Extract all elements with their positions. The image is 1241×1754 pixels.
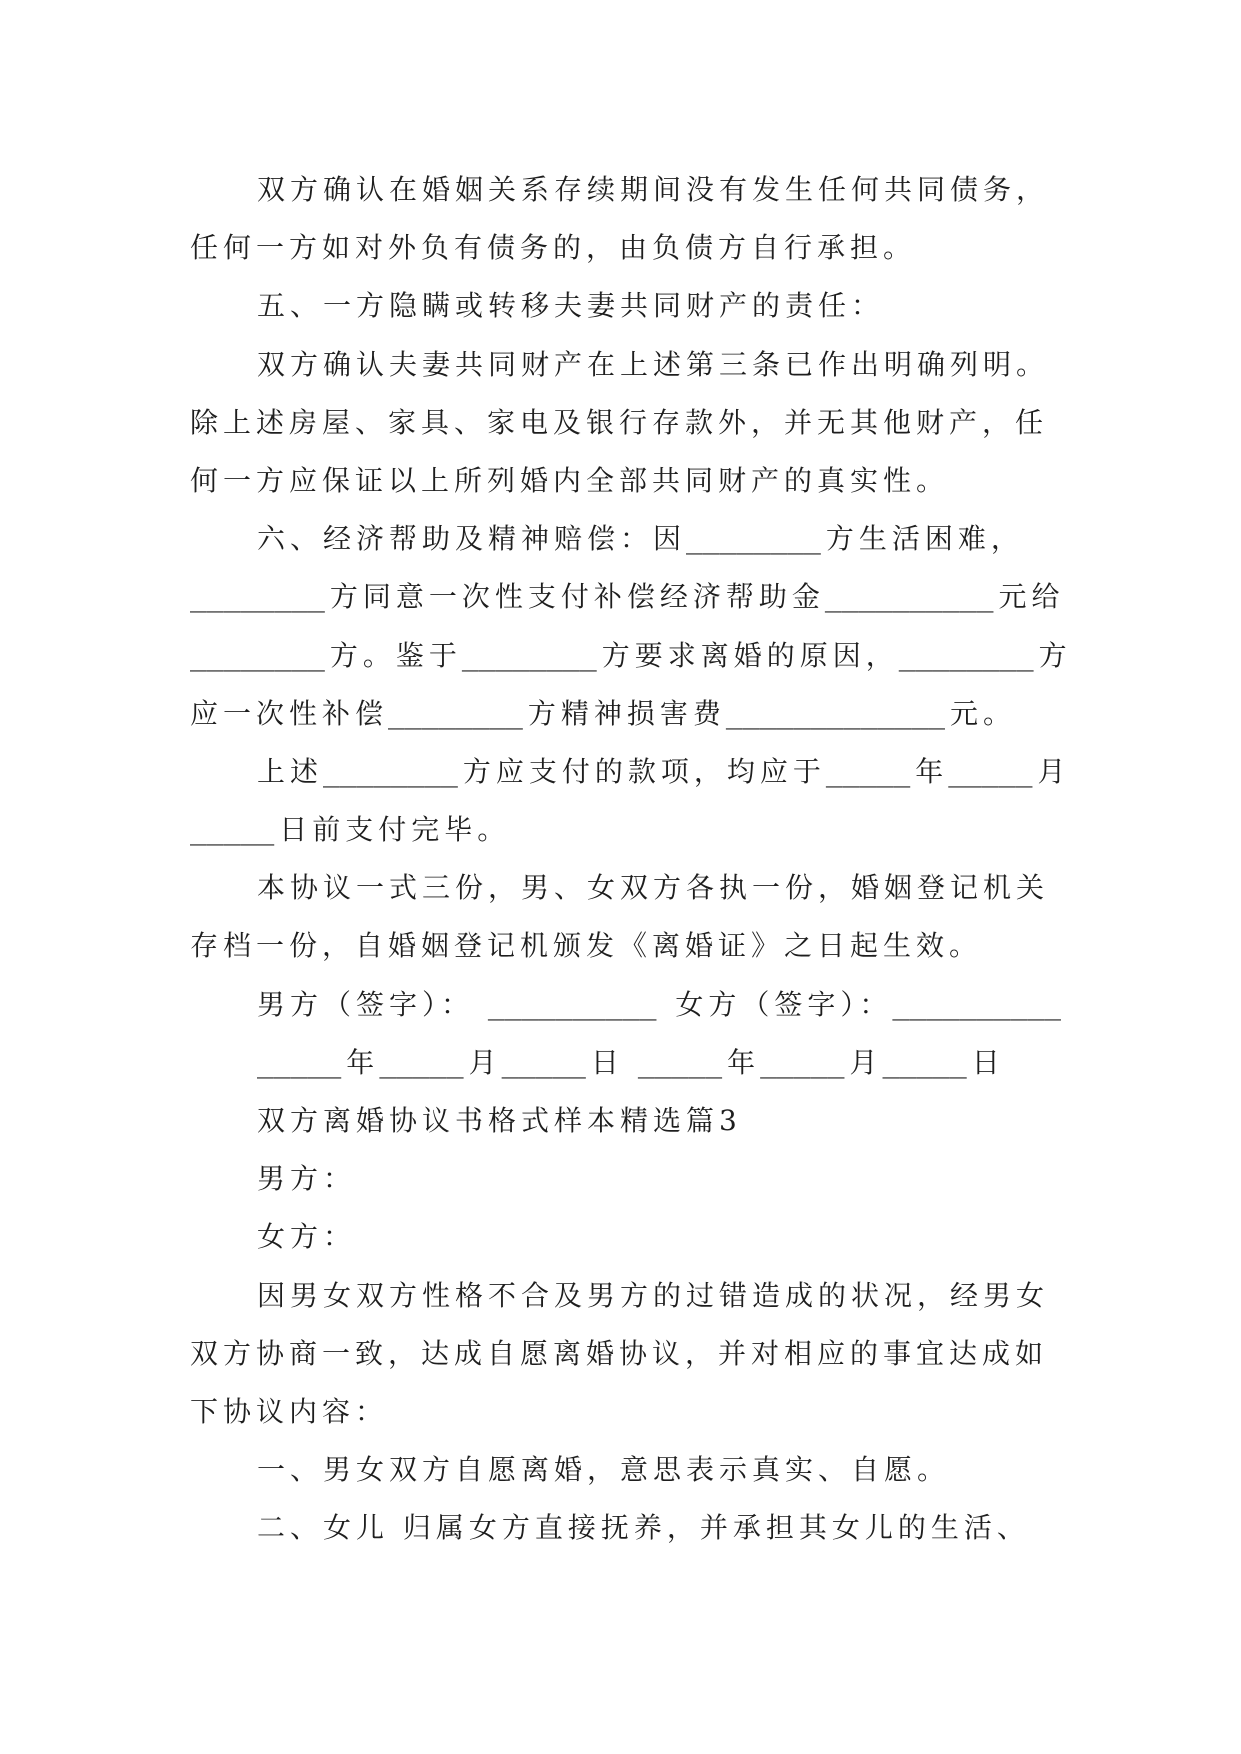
signature-date-line	[190, 1034, 1241, 1092]
clause-two	[190, 1499, 1241, 1557]
paragraph-debt-confirmation	[190, 161, 1241, 277]
text-line: 一、男女双方自愿离婚，意思表示真实、自愿。	[257, 1453, 951, 1487]
text-line: 六、经济帮助及精神赔偿：因________ 方生活困难，	[257, 522, 1024, 556]
blank-underline: _____	[825, 754, 911, 788]
text-line: 男方（签字）： __________ 女方（签字）：__________	[257, 987, 1061, 1021]
paragraph-payment-deadline	[190, 743, 1241, 859]
paragraph-section-six-compensation	[190, 510, 1241, 743]
blank-underline: _____	[379, 1045, 464, 1079]
text-line: 任何一方如对外负有债务的，由负债方自行承担。	[190, 231, 917, 265]
blank-underline: _____	[882, 1045, 967, 1079]
paragraph-agreement-intro	[190, 1267, 1241, 1442]
blank-underline: _____	[257, 1045, 342, 1079]
paragraph-copies-effect	[190, 859, 1241, 975]
signature-line	[190, 976, 1241, 1034]
text-line: 女方：	[257, 1220, 357, 1254]
blank-underline: ________	[190, 638, 325, 672]
blank-underline: ________	[461, 638, 597, 672]
blank-underline: ________	[388, 696, 523, 730]
clause-one	[190, 1441, 1241, 1499]
text-line: 上述________ 方应支付的款项，均应于_____ 年_____ 月	[257, 754, 1071, 788]
text-line: 因男女双方性格不合及男方的过错造成的状况，经男女	[257, 1278, 1050, 1312]
blank-underline: __________	[892, 987, 1061, 1021]
female-party-label	[190, 1208, 1241, 1266]
text-line: 本协议一式三份，男、女双方各执一份，婚姻登记机关	[257, 871, 1050, 905]
text-line: 双方离婚协议书格式样本精选篇3	[257, 1104, 742, 1137]
text-line: 男方：	[257, 1162, 357, 1196]
male-party-label	[190, 1150, 1241, 1208]
blank-underline: _____	[760, 1045, 845, 1079]
text-line: 存档一份，自婚姻登记机颁发《离婚证》之日起生效。	[190, 929, 983, 963]
text-line: ________ 方。鉴于________ 方要求离婚的原因，________ 方	[190, 638, 1072, 672]
blank-underline: _____	[948, 754, 1033, 788]
text-line: 除上述房屋、家具、家电及银行存款外，并无其他财产，任	[190, 405, 1049, 439]
text-line: 五、一方隐瞒或转移夫妻共同财产的责任：	[257, 289, 885, 323]
paragraph-property-confirmation	[190, 336, 1241, 511]
text-line: 双方确认夫妻共同财产在上述第三条已作出明确列明。	[257, 347, 1050, 381]
blank-underline: ________	[190, 580, 325, 614]
text-line: 何一方应保证以上所列婚内全部共同财产的真实性。	[190, 463, 950, 497]
blank-underline: ________	[323, 754, 458, 788]
blank-underline: __________	[487, 987, 657, 1021]
text-line: 双方协商一致，达成自愿离婚协议，并对相应的事宜达成如	[190, 1336, 1049, 1370]
text-line: _____ 年_____ 月_____ 日 _____ 年_____ 月_____ 日	[257, 1045, 1005, 1079]
blank-underline: _____	[190, 813, 275, 847]
blank-underline: __________	[824, 580, 994, 614]
blank-underline: _____________	[725, 696, 946, 730]
blank-underline: _____	[637, 1045, 723, 1079]
sample-title	[190, 1092, 1241, 1150]
text-line: 双方确认在婚姻关系存续期间没有发生任何共同债务，	[257, 173, 1050, 206]
text-line: 应一次性补偿________ 方精神损害费_____________ 元。	[190, 696, 1017, 730]
text-line: 二、女儿 归属女方直接抚养，并承担其女儿的生活、	[257, 1511, 1030, 1545]
blank-underline: ________	[898, 638, 1034, 672]
section-heading-five	[190, 277, 1241, 335]
text-line: _____ 日前支付完毕。	[190, 813, 511, 847]
text-line: 下协议内容：	[190, 1394, 389, 1428]
text-line: ________ 方同意一次性支付补偿经济帮助金__________ 元给	[190, 580, 1065, 614]
blank-underline: _____	[501, 1045, 586, 1079]
blank-underline: ________	[686, 522, 821, 556]
